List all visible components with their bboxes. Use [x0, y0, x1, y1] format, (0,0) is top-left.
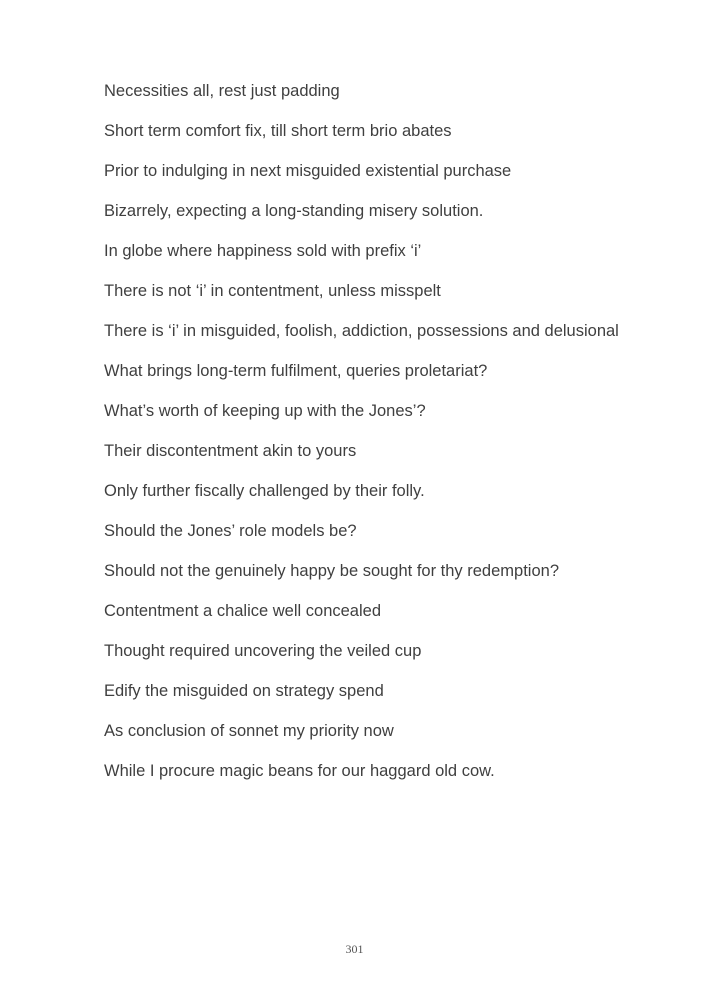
poem-line: Their discontentment akin to yours [104, 442, 357, 460]
page-number: 301 [345, 942, 364, 956]
poem-line: Contentment a chalice well concealed [104, 602, 381, 620]
poem-line: Should not the genuinely happy be sought for thy redemption? [104, 562, 559, 580]
poem-line: Prior to indulging in next misguided existential purchase [104, 162, 512, 180]
poem-body [104, 80, 694, 800]
poem-line: What’s worth of keeping up with the Jones’? [104, 402, 426, 420]
poem-line: Edify the misguided on strategy spend [104, 682, 384, 700]
poem-line: Should the Jones’ role models be? [104, 522, 357, 540]
poem-line: There is ‘i’ in misguided, foolish, addiction, possessions and delusional [104, 322, 619, 340]
poem-line: What brings long-term fulfilment, queries proletariat? [104, 362, 488, 380]
poem-line: In globe where happiness sold with prefix ‘i’ [104, 242, 422, 260]
poem-line: Only further fiscally challenged by their folly. [104, 482, 425, 500]
poem-line: Thought required uncovering the veiled cup [104, 642, 422, 660]
poem-line: While I procure magic beans for our haggard old cow. [104, 762, 495, 780]
poem-line: Necessities all, rest just padding [104, 82, 340, 100]
poem-line: Bizarrely, expecting a long-standing misery solution. [104, 202, 484, 220]
poem-line: As conclusion of sonnet my priority now [104, 722, 394, 740]
poem-line: Short term comfort fix, till short term brio abates [104, 122, 452, 140]
poem-line: There is not ‘i’ in contentment, unless misspelt [104, 282, 441, 300]
